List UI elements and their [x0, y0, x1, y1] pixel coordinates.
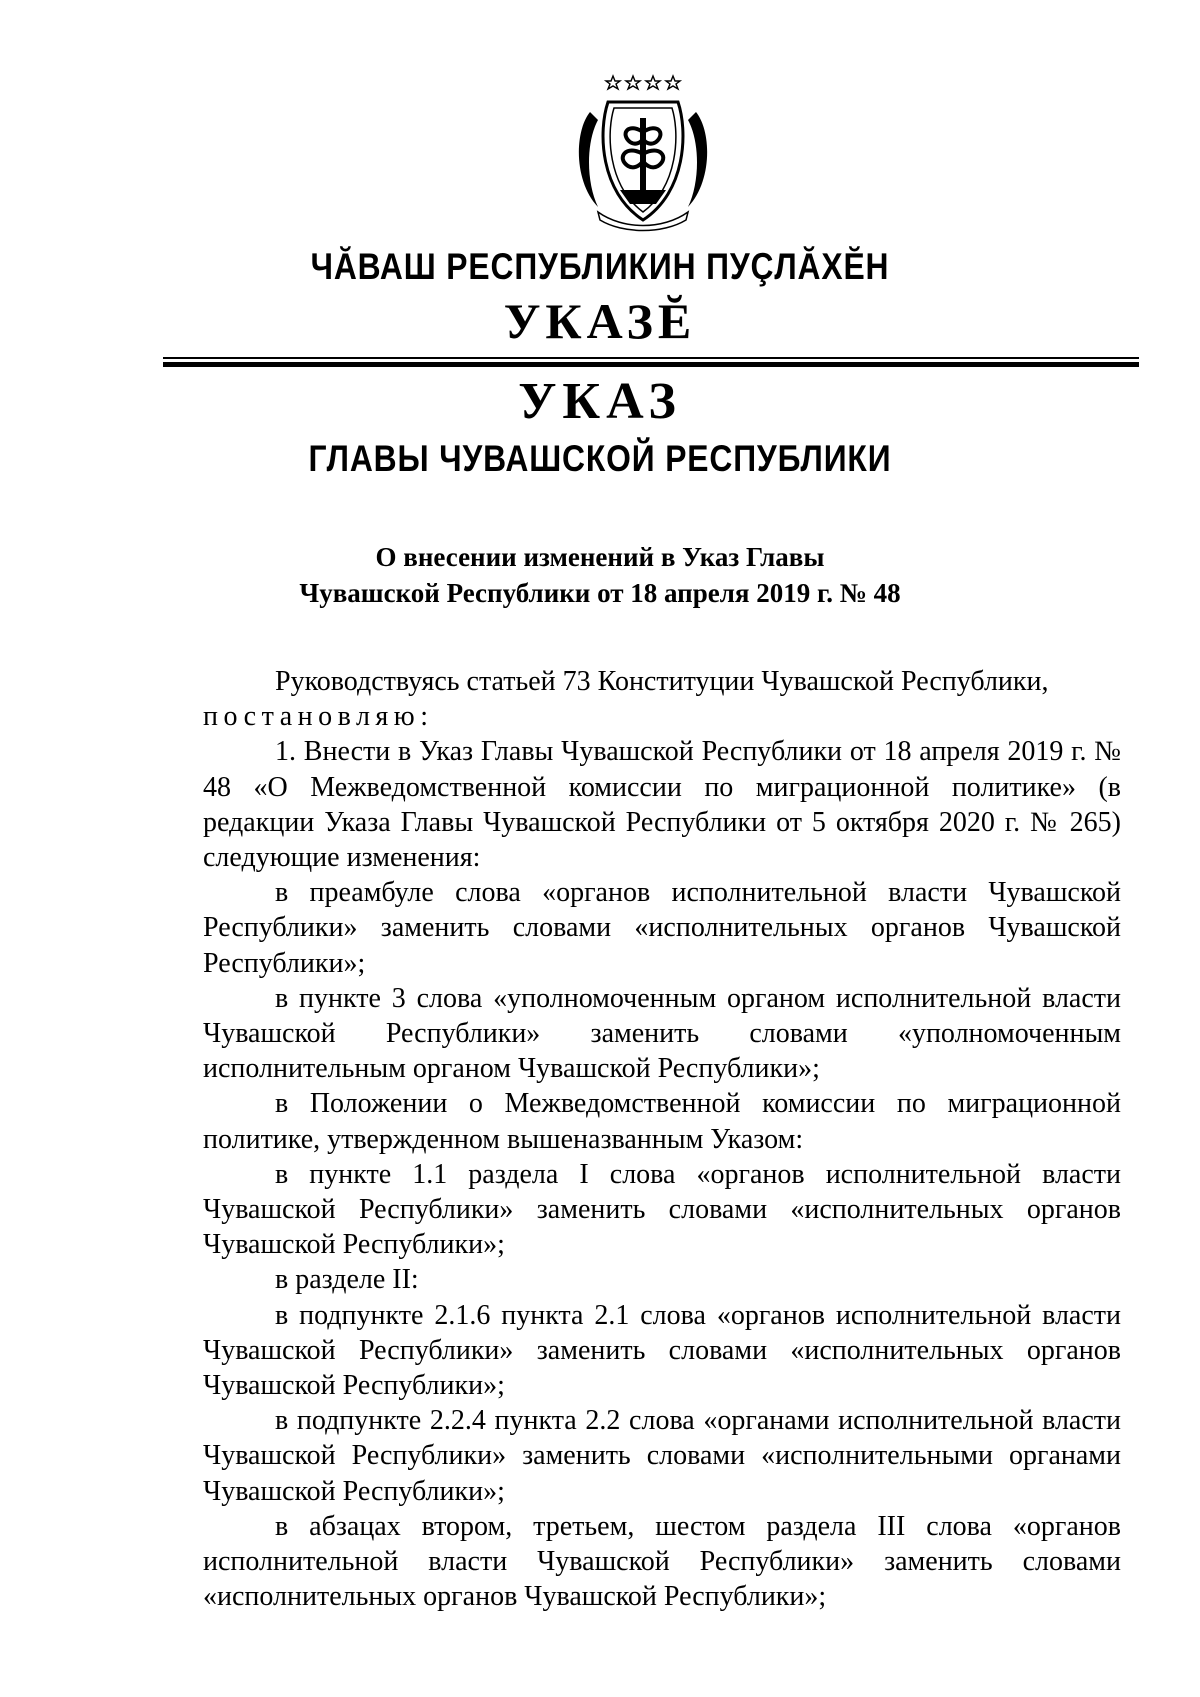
russian-header-line: ГЛАВЫ ЧУВАШСКОЙ РЕСПУБЛИКИ [308, 438, 892, 479]
header-divider-thick [163, 362, 1139, 367]
russian-ukaz-heading: УКАЗ [518, 373, 682, 430]
document-title-line-2: Чувашской Республики от 18 апреля 2019 г. № 48 [299, 578, 901, 608]
body-paragraph: в абзацах втором, третьем, шестом раздела III слова «органов исполнительной власти Чувашской Республики» заменить словами «исполнительных органов Чувашской Республики»; [203, 1510, 1121, 1613]
coat-of-arms-emblem [568, 72, 718, 232]
body-paragraph: в пункте 3 слова «уполномоченным органом исполнительной власти Чувашской Республики» заменить словами «уполномоченным исполнительным органом Чувашской Республики»; [203, 982, 1121, 1085]
body-paragraph: в разделе II: [275, 1264, 419, 1296]
body-paragraph: в подпункте 2.2.4 пункта 2.2 слова «органами исполнительной власти Чувашской Республики» заменить словами «исполнительными органами Чувашской Республики»; [203, 1405, 1121, 1507]
document-title [0, 539, 1200, 611]
body-paragraph: в преамбуле слова «органов исполнительной власти Чувашской Республики» заменить словами «исполнительных органов Чувашской Республики»; [203, 877, 1121, 979]
document-body [203, 664, 1121, 1614]
body-paragraph: в пункте 1.1 раздела I слова «органов исполнительной власти Чувашской Республики» заменить словами «исполнительных органов Чувашской Республики»; [203, 1158, 1121, 1261]
body-paragraph: 1. Внести в Указ Главы Чувашской Республики от 18 апреля 2019 г. № 48 «О Межведомственной комиссии по миграционной политике» (в редакции Указа Главы Чувашской Республики от 5 октября 2020 г. № 265) следующие изменения: [203, 736, 1121, 874]
header-divider-thin [163, 357, 1139, 359]
document-title-line-1: О внесении изменений в Указ Главы [375, 542, 825, 572]
body-paragraph: в Положении о Межведомственной комиссии по миграционной политике, утвержденном вышеназванным Указом: [203, 1088, 1121, 1155]
body-paragraph: Руководствуясь статьей 73 Конституции Чувашской Республики, [275, 666, 1049, 697]
chuvash-header-line: ЧӐВАШ РЕСПУБЛИКИН ПУÇЛĂХĔН [310, 246, 890, 287]
body-paragraph: постановляю: [203, 701, 434, 733]
chuvash-ukaz-heading: УКАЗĔ [503, 293, 697, 349]
body-paragraph: в подпункте 2.1.6 пункта 2.1 слова «органов исполнительной власти Чувашской Республики» заменить словами «исполнительных органов Чувашской Республики»; [203, 1299, 1121, 1402]
